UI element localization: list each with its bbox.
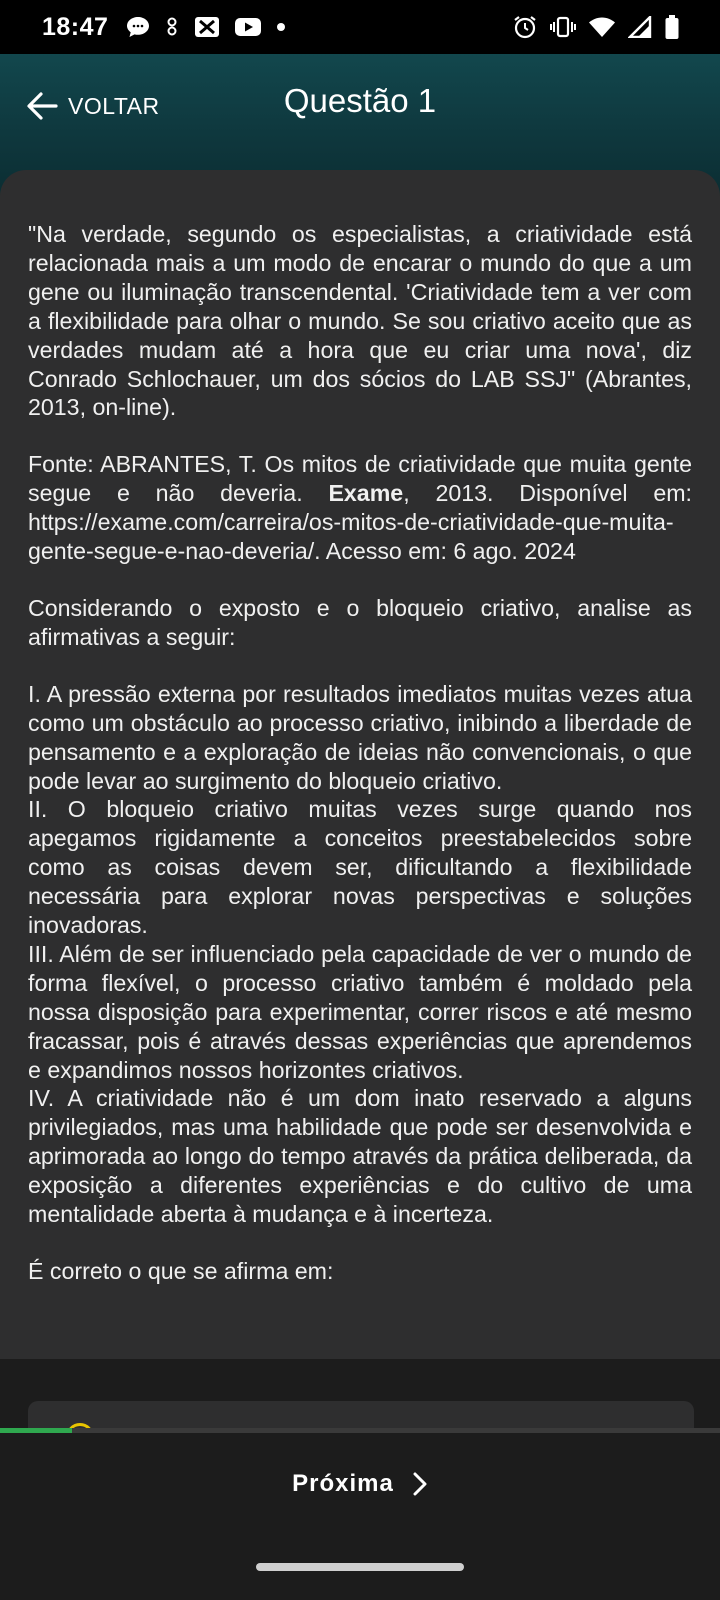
page-title: Questão 1 xyxy=(283,82,437,119)
source-suffix: , 2013. Disponível em: https://exame.com/carreira/os-mitos-de-criatividade-que-muita-gente-segue-e-nao-deveria/. Acesso em: 6 ago. 2024 xyxy=(28,480,692,565)
chat-bubble-icon xyxy=(126,16,150,38)
chevron-right-icon xyxy=(412,1472,428,1496)
source-prefix: Fonte: ABRANTES, T. Os mitos de criatividade que muita gente segue e não deveria. xyxy=(28,451,692,507)
back-label: VOLTAR xyxy=(68,92,160,119)
dot-icon xyxy=(276,22,286,32)
question-source xyxy=(28,450,692,566)
source-journal: Exame xyxy=(328,480,404,507)
answers-area xyxy=(0,1359,720,1600)
status-bar xyxy=(0,0,720,54)
signal-icon xyxy=(628,16,652,38)
x-app-icon xyxy=(194,16,220,38)
status-time: 18:47 xyxy=(42,12,109,41)
battery-icon xyxy=(664,14,680,40)
question-prompt: É correto o que se afirma em: xyxy=(28,1258,334,1284)
statement-3: III. Além de ser influenciado pela capacidade de ver o mundo de forma flexível, o processo criativo também é moldado pela nossa disposição para experimentar, correr riscos e até mesmo fracassar, pois é através dessas experiências que aprendemos e expandimos nossos horizontes criativos. xyxy=(28,940,692,1083)
youtube-icon xyxy=(234,16,262,38)
question-quote: "Na verdade, segundo os especialistas, a criatividade está relacionada mais a um modo de encarar o mundo do que a um gene ou iluminação transcendental. 'Criatividade tem a ver com a flexibilidade para olhar o mundo. Se sou criativo aceito que as verdades mudam até a hora que eu criar uma nova', diz Conrado Schlochauer, um dos sócios do LAB SSJ" (Abrantes, 2013, on-line). xyxy=(28,221,692,421)
question-intro: Considerando o exposto e o bloqueio criativo, analise as afirmativas a seguir: xyxy=(28,594,692,650)
bottom-bar xyxy=(0,1433,720,1600)
system-icons xyxy=(512,14,680,40)
notification-icons xyxy=(126,16,286,38)
next-label: Próxima xyxy=(292,1470,394,1497)
question-card xyxy=(0,170,720,1360)
link-icon xyxy=(164,17,180,37)
alarm-icon xyxy=(512,14,538,40)
wifi-icon xyxy=(588,16,616,38)
statement-4: IV. A criatividade não é um dom inato reservado a alguns privilegiados, mas uma habilidade que pode ser desenvolvida e aprimorada ao longo do tempo através da prática deliberada, da exposição a diferentes experiências e do cultivo de uma mentalidade aberta à mudança e à incerteza. xyxy=(28,1085,692,1228)
statement-1: I. A pressão externa por resultados imediatos muitas vezes atua como um obstáculo ao processo criativo, inibindo a liberdade de pensamento e a exploração de ideias não convencionais, o que pode levar ao surgimento do bloqueio criativo. xyxy=(28,680,692,794)
home-indicator[interactable] xyxy=(256,1563,464,1571)
vibrate-icon xyxy=(550,16,576,38)
next-button[interactable] xyxy=(0,1461,720,1507)
statement-2: II. O bloqueio criativo muitas vezes surge quando nos apegamos rigidamente a conceitos preestabelecidos sobre como as coisas devem ser, dificultando a flexibilidade necessária para explorar novas perspectivas e soluções inovadoras. xyxy=(28,796,692,939)
